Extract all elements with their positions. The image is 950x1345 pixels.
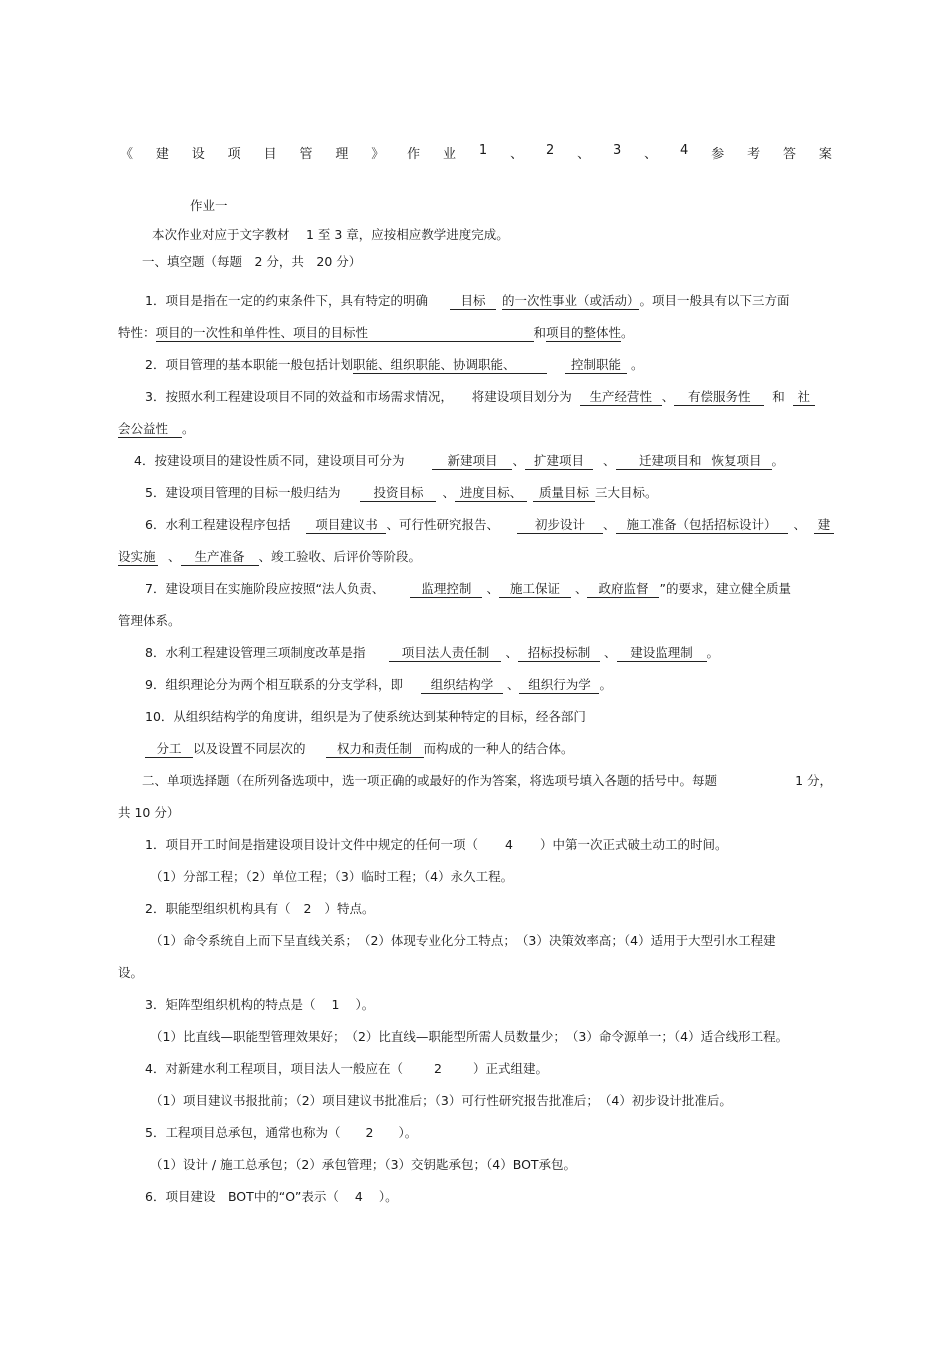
answer-blank: 控制职能 xyxy=(565,357,627,374)
question-9: 9．组织理论分为两个相互联系的分支学科，即 组织结构学 、 组织行为学 。 xyxy=(145,677,612,692)
choice-question-4: 4．对新建水利工程项目，项目法人一般应在（ 2 ）正式组建。 xyxy=(145,1061,548,1076)
answer-blank: 的一次性事业（或活动） xyxy=(501,293,640,308)
question-4: 4．按建设项目的建设性质不同，建设项目可分为 新建项目 、 扩建项目 、 迁建项目和 恢复项目 。 xyxy=(134,453,785,468)
title-char: 、 xyxy=(644,147,658,162)
choice-options-2-cont: 设。 xyxy=(118,965,144,980)
title-char: 1 xyxy=(478,143,488,158)
question-7-line-2: 管理体系。 xyxy=(118,613,181,628)
section-choice-heading-total: 共 10 分） xyxy=(118,805,180,820)
title-char: 案 xyxy=(818,147,832,162)
answer-blank: 迁建项目和 xyxy=(616,453,702,470)
choice-answer: 4 xyxy=(504,837,513,852)
document-title xyxy=(120,143,832,162)
answer-blank: 组织行为学 xyxy=(519,677,599,694)
answer-blank: 组织结构学 xyxy=(421,677,503,694)
title-char: 考 xyxy=(747,147,761,162)
answer-blank: 项目的一次性和单件性、项目的目标性 xyxy=(156,325,534,342)
question-1-line-2: 特性：项目的一次性和单件性、项目的目标性 和项目的整体性。 xyxy=(118,325,634,340)
answer-blank: 施工准备（包括招标设计） xyxy=(616,517,788,534)
question-5: 5．建设项目管理的目标一般归结为 投资目标 、 进度目标、 质量目标 三大目标。 xyxy=(145,485,658,500)
choice-question-6: 6．项目建设 BOT中的“O”表示（ 4 ）。 xyxy=(145,1189,398,1204)
answer-blank: 监理控制 xyxy=(410,581,482,598)
section-fill-blank-heading: 一、填空题（每题 2 分，共 20 分） xyxy=(142,254,362,269)
title-char: 理 xyxy=(335,147,349,162)
answer-blank: 会公益性 xyxy=(118,421,182,438)
choice-options-2: （1）命令系统自上而下呈直线关系； （2）体现专业化分工特点； （3）决策效率高；（4）适用于大型引水工程建 xyxy=(150,933,776,948)
answer-blank: 设实施 xyxy=(118,549,158,566)
title-char: 管 xyxy=(299,147,313,162)
choice-question-3: 3．矩阵型组织机构的特点是（ 1 ）。 xyxy=(145,997,375,1012)
title-char: 建 xyxy=(155,147,169,162)
question-8: 8．水利工程建设管理三项制度改革是指 项目法人责任制 、 招标投标制 、 建设监理制 。 xyxy=(145,645,720,660)
choice-question-2: 2．职能型组织机构具有（ 2 ）特点。 xyxy=(145,901,375,916)
title-char: 《 xyxy=(120,147,134,162)
choice-answer: 2 xyxy=(303,901,312,916)
question-6-line-2: 设实施 、 生产准备 、竣工验收、后评价等阶段。 xyxy=(118,549,422,564)
choice-options-4: （1）项目建议书报批前；（2）项目建议书批准后；（3）可行性研究报告批准后； （4）初步设计批准后。 xyxy=(150,1093,732,1108)
title-char: 4 xyxy=(680,143,689,158)
title-char: 业 xyxy=(443,147,457,162)
choice-answer: 2 xyxy=(365,1125,374,1140)
choice-options-5: （1）设计 / 施工总承包；（2）承包管理；（3）交钥匙承包；（4）BOT承包。 xyxy=(150,1157,577,1172)
section-choice-heading: 二、单项选择题（在所列备选项中，选一项正确的或最好的作为答案，将选项号填入各题的括号中。每题 xyxy=(142,773,718,788)
title-char: 、 xyxy=(510,147,524,162)
answer-blank: 投资目标 xyxy=(360,485,436,502)
question-2: 2．项目管理的基本职能一般包括计划职能、组织职能、协调职能、 控制职能 。 xyxy=(145,357,644,372)
title-char: 目 xyxy=(263,147,277,162)
answer-blank: 项目建议书 xyxy=(306,517,386,534)
answer-blank: 目标 xyxy=(450,293,496,310)
answer-blank: 项目法人责任制 xyxy=(389,645,501,662)
title-char: 2 xyxy=(545,143,555,158)
answer-blank: 质量目标 xyxy=(533,485,595,502)
answer-blank: 施工保证 xyxy=(499,581,571,598)
answer-blank: 职能、组织职能、协调职能、 xyxy=(353,357,547,374)
section-choice-heading-score: 1 分， xyxy=(795,773,832,788)
answer-blank: 分工 xyxy=(145,741,193,758)
title-char: 作 xyxy=(407,147,421,162)
title-char: 》 xyxy=(371,147,385,162)
answer-blank: 建 xyxy=(814,517,834,534)
question-6-line-1: 6．水利工程建设程序包括 项目建议书 、可行性研究报告、 初步设计 、 施工准备（包括招标设计） 、 建 xyxy=(145,516,834,534)
question-10-line-2: 分工 以及设置不同层次的 权力和责任制 而构成的一种人的结合体。 xyxy=(145,740,574,758)
answer-blank: 新建项目 xyxy=(432,453,512,470)
title-char: 答 xyxy=(782,147,796,162)
answer-blank: 生产准备 xyxy=(181,549,259,566)
question-1-line-1: 1．项目是指在一定的约束条件下，具有特定的明确 目标 的一次性事业（或活动）。项目一般具有以下三方面 xyxy=(145,293,790,308)
intro-text: 本次作业对应于文字教材 1 至 3 章，应按相应教学进度完成。 xyxy=(152,227,509,242)
answer-blank: 恢复项目 xyxy=(702,453,772,470)
question-3-line-2: 会公益性 。 xyxy=(118,421,195,436)
section-heading: 作业一 xyxy=(190,198,228,213)
choice-answer: 1 xyxy=(331,997,340,1012)
question-7-line-1: 7．建设项目在实施阶段应按照“法人负责、 监理控制 、 施工保证 、 政府监督 ”的要求，建立健全质量 xyxy=(145,581,791,596)
title-char: 项 xyxy=(227,147,241,162)
choice-options-3: （1）比直线—职能型管理效果好； （2）比直线—职能型所需人员数量少； （3）命令源单一；（4）适合线形工程。 xyxy=(150,1029,789,1044)
choice-question-5: 5．工程项目总承包，通常也称为（ 2 ）。 xyxy=(145,1125,418,1140)
answer-blank: 政府监督 xyxy=(587,581,659,598)
answer-blank: 权力和责任制 xyxy=(326,741,424,758)
question-3-line-1: 3．按照水利工程建设项目不同的效益和市场需求情况， 将建设项目划分为 生产经营性 、 有偿服务性 和 社 xyxy=(145,388,815,406)
choice-question-1: 1．项目开工时间是指建设项目设计文件中规定的任何一项（ 4 ）中第一次正式破土动工的时间。 xyxy=(145,837,728,852)
title-char: 设 xyxy=(191,147,205,162)
answer-blank: 招标投标制 xyxy=(518,645,600,662)
title-char: 、 xyxy=(577,147,591,162)
title-char: 参 xyxy=(711,147,725,162)
answer-blank: 扩建项目 xyxy=(525,453,593,470)
answer-blank: 项目的整体性 xyxy=(546,325,622,340)
choice-answer: 2 xyxy=(433,1061,442,1076)
answer-blank: 有偿服务性 xyxy=(674,389,764,406)
answer-blank: 进度目标、 xyxy=(455,485,527,502)
answer-blank: 初步设计 xyxy=(517,517,603,534)
answer-blank: 生产经营性 xyxy=(580,389,662,406)
title-char: 3 xyxy=(613,143,622,158)
choice-options-1: （1）分部工程；（2）单位工程；（3）临时工程；（4）永久工程。 xyxy=(150,869,514,884)
answer-blank: 建设监理制 xyxy=(617,645,707,662)
question-10-line-1: 10．从组织结构学的角度讲，组织是为了使系统达到某种特定的目标，经各部门 xyxy=(145,709,586,724)
choice-answer: 4 xyxy=(354,1189,363,1204)
answer-blank: 社 xyxy=(793,389,815,406)
